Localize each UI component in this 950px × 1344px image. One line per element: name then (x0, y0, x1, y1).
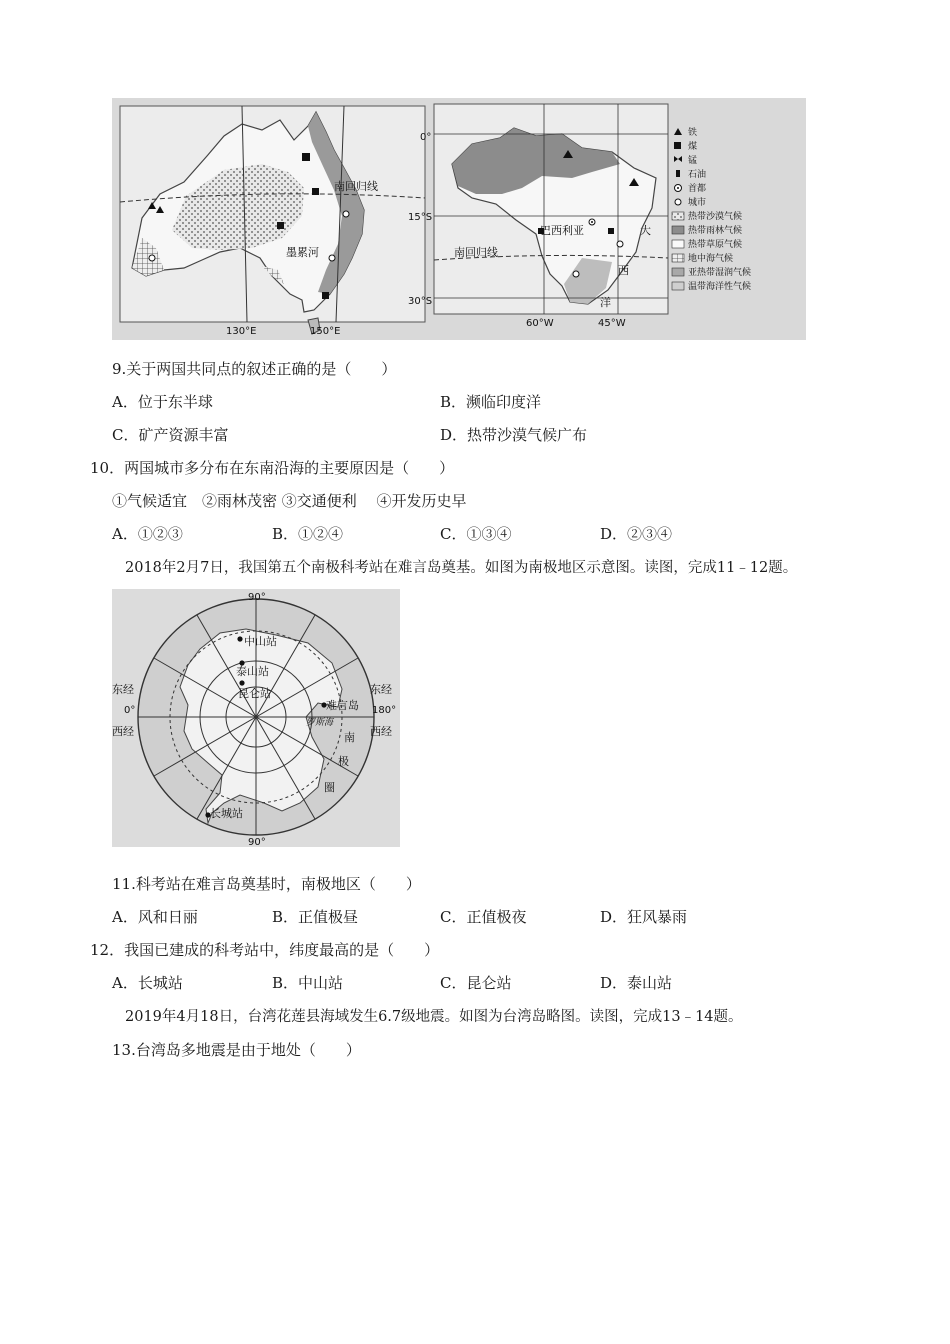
legend-label: 铁 (688, 128, 698, 138)
q9-option-a: A．位于东半球 (112, 393, 213, 411)
au-lon-label-130: 130°E (226, 326, 257, 337)
kunlun-dot (239, 680, 244, 685)
legend-label: 温带海洋性气候 (688, 282, 752, 292)
br-lon-label-45: 45°W (598, 318, 626, 329)
br-capital-label: 巴西利亚 (540, 224, 584, 237)
ocean-char-1: 大 (640, 224, 651, 237)
rainforest-pattern-icon (672, 226, 684, 234)
intro-13-14: 2019年4月18日，台湾花莲县海域发生6.7级地震。如图为台湾岛略图。读图，完成13﹣14题。 (125, 1009, 743, 1025)
mediterranean-pattern-icon (672, 254, 684, 262)
br-tropic-label: 南回归线 (454, 246, 498, 259)
intro-11-12: 2018年2月7日，我国第五个南极科考站在难言岛奠基。如图为南极地区示意图。读图，完成11﹣12题。 (125, 560, 798, 576)
top-90-label: 90° (248, 592, 266, 603)
station-nanyan: 难言岛 (326, 699, 359, 712)
q9-stem: 9.关于两国共同点的叙述正确的是（ ） (112, 360, 397, 378)
q9-option-c: C．矿产资源丰富 (112, 426, 229, 444)
br-lon-label-60: 60°W (526, 318, 554, 329)
station-zhongshan: 中山站 (244, 635, 277, 648)
legend-label: 热带沙漠气候 (688, 212, 743, 222)
bottom-90-label: 90° (248, 837, 266, 847)
ocean-char-2: 西 (618, 264, 629, 277)
au-lon-label-150: 150°E (310, 326, 341, 337)
legend-label: 石油 (688, 170, 707, 180)
br-lat-label-0: 0° (420, 132, 432, 143)
circle-char-2: 极 (338, 755, 349, 768)
oil-icon (676, 170, 680, 177)
q11-option-d: D．狂风暴雨 (600, 908, 688, 926)
right-label-west: 西经 (370, 725, 392, 738)
station-kunlun: 昆仑站 (238, 687, 271, 700)
legend-label: 锰 (688, 156, 698, 166)
oceanic-pattern-icon (672, 282, 684, 290)
q10-option-c: C．①③④ (440, 525, 512, 543)
q10-option-a: A．①②③ (112, 525, 183, 543)
q12-option-a: A．长城站 (112, 974, 183, 992)
left-label-east: 东经 (112, 683, 134, 696)
q10-option-d: D．②③④ (600, 525, 673, 543)
legend-label: 首都 (688, 184, 707, 194)
left-label-zero: 0° (124, 705, 136, 716)
station-great-wall: 长城站 (210, 807, 243, 820)
q9-option-b: B．濒临印度洋 (440, 393, 542, 411)
q12-option-b: B．中山站 (272, 974, 344, 992)
humid-subtropical-pattern-icon (672, 268, 684, 276)
br-lat-label-30: 30°S (408, 296, 433, 307)
city-icon (675, 199, 681, 205)
circle-char-3: 圈 (324, 781, 335, 794)
q11-option-c: C．正值极夜 (440, 908, 527, 926)
antarctica-map (112, 592, 396, 847)
q11-option-b: B．正值极昼 (272, 908, 359, 926)
q9-option-d: D．热带沙漠气候广布 (440, 426, 588, 444)
legend-label: 地中海气候 (688, 254, 734, 264)
legend-label: 煤 (688, 142, 698, 152)
q13-stem: 13.台湾岛多地震是由于地处（ ） (112, 1041, 361, 1059)
savanna-pattern-icon (672, 240, 684, 248)
right-label-180: 180° (372, 705, 397, 716)
legend-label: 亚热带湿润气候 (688, 268, 752, 278)
q11-stem: 11.科考站在难言岛奠基时，南极地区（ ） (112, 875, 421, 893)
q10-option-b: B．①②④ (272, 525, 344, 543)
map-legend (672, 126, 751, 292)
legend-label: 城市 (688, 198, 707, 208)
desert-pattern-icon (672, 212, 684, 220)
q11-option-a: A．风和日丽 (112, 908, 198, 926)
zhongshan-dot (237, 636, 242, 641)
ocean-char-3: 洋 (600, 296, 611, 309)
iron-icon (674, 128, 682, 135)
q10-stem: 10．两国城市多分布在东南沿海的主要原因是（ ） (90, 459, 455, 477)
figure-antarctica-map (112, 589, 400, 847)
manganese-icon (674, 156, 682, 162)
legend-label: 热带雨林气候 (688, 226, 743, 236)
q12-option-d: D．泰山站 (600, 974, 673, 992)
left-label-west: 西经 (112, 725, 134, 738)
right-label-east: 东经 (370, 683, 392, 696)
au-river-label: 墨累河 (286, 246, 319, 259)
figure-australia-brazil-map (112, 98, 806, 340)
q12-option-c: C．昆仑站 (440, 974, 512, 992)
circle-char-1: 南 (344, 731, 355, 744)
legend-label: 热带草原气候 (688, 240, 743, 250)
coal-icon (674, 142, 681, 149)
br-lat-label-15: 15°S (408, 212, 433, 223)
q10-choices: ①气候适宜 ②雨林茂密 ③交通便利 ④开发历史早 (112, 492, 467, 510)
q12-stem: 12．我国已建成的科考站中，纬度最高的是（ ） (90, 941, 440, 959)
ross-sea-label: 罗斯海 (306, 718, 334, 728)
au-tropic-label: 南回归线 (334, 180, 378, 193)
station-taishan: 泰山站 (236, 665, 269, 678)
